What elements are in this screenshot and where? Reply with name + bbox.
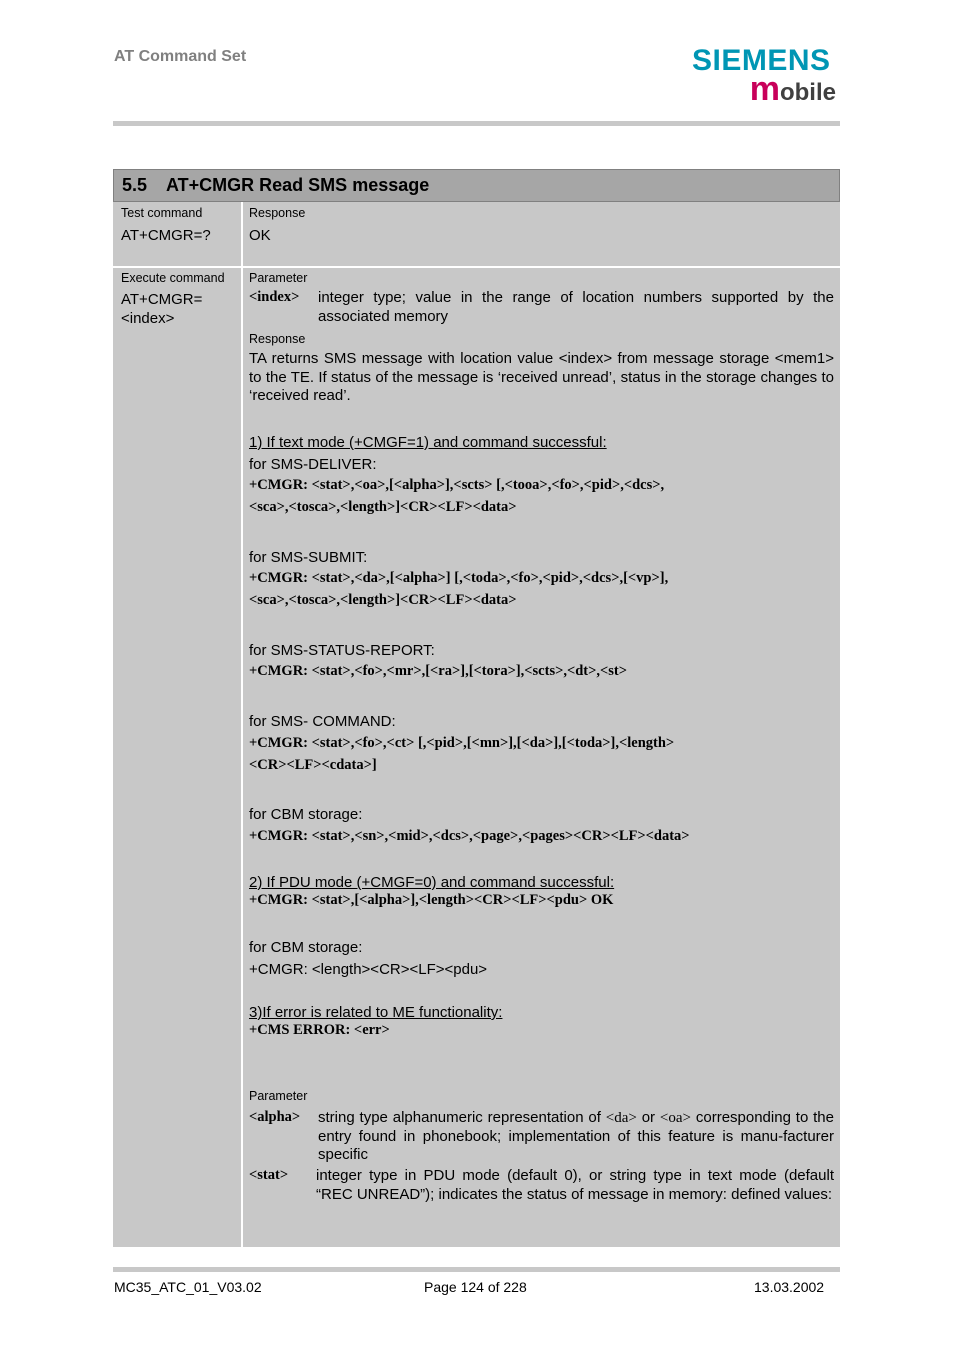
sms-submit-line2: <sca>,<tosca>,<length>]<CR><LF><data>	[249, 592, 517, 608]
sms-command-line2: <CR><LF><cdata>]	[249, 757, 377, 773]
param-stat-name: <stat>	[249, 1167, 289, 1183]
sms-status-report-line1: +CMGR: <stat>,<fo>,<mr>,[<ra>],[<tora>],<scts>,<dt>,<st>	[249, 663, 628, 679]
execute-command-syntax: AT+CMGR= <index>	[121, 291, 203, 327]
section-title-bar	[113, 169, 840, 202]
execute-command-label: Execute command	[121, 271, 225, 285]
case-pdu-mode-heading: 2) If PDU mode (+CMGF=0) and command successful:	[249, 874, 615, 891]
pdu-cbm-storage-label: for CBM storage:	[249, 939, 363, 956]
footer-date: 13.03.2002	[754, 1279, 825, 1295]
test-response-value: OK	[249, 227, 271, 244]
execute-details-cell	[243, 268, 840, 1247]
case-text-mode-heading: 1) If text mode (+CMGF=1) and command successful:	[249, 434, 607, 451]
footer-doc-id: MC35_ATC_01_V03.02	[114, 1279, 262, 1295]
siemens-mobile-logo	[692, 44, 842, 106]
test-response-label: Response	[249, 206, 306, 220]
param-alpha-desc: string type alphanumeric representation of <da> or <oa> corresponding to the entry found in phonebook; implementation of this feature is manu-facturer specific	[318, 1109, 834, 1163]
cbm-storage-line1: +CMGR: <stat>,<sn>,<mid>,<dcs>,<page>,<pages><CR><LF><data>	[249, 828, 690, 844]
sms-submit-line1: +CMGR: <stat>,<da>,[<alpha>] [,<toda>,<fo>,<pid>,<dcs>,[<vp>],	[249, 570, 669, 586]
sms-deliver-label: for SMS-DELIVER:	[249, 456, 377, 473]
response-text: TA returns SMS message with location value <index> from message storage <mem1> to the TE. If status of the message is ‘received unread’, status in the storage changes to ‘received read’.	[249, 350, 834, 404]
sms-command-label: for SMS- COMMAND:	[249, 713, 396, 730]
footer-page-number: Page 124 of 228	[424, 1279, 527, 1295]
test-response-cell	[243, 202, 840, 266]
param-stat-desc: integer type in PDU mode (default 0), or string type in text mode (default “REC UNREAD”); indicates the status of message in memory: defined values:	[316, 1167, 834, 1203]
case-error-heading: 3)If error is related to ME functionality:	[249, 1004, 503, 1021]
sms-deliver-line1: +CMGR: <stat>,<oa>,[<alpha>],<scts> [,<tooa>,<fo>,<pid>,<dcs>,	[249, 477, 665, 493]
sms-status-report-label: for SMS-STATUS-REPORT:	[249, 642, 435, 659]
parameter2-label: Parameter	[249, 1089, 308, 1103]
param-alpha-name: <alpha>	[249, 1109, 301, 1125]
test-command-label: Test command	[121, 206, 203, 220]
sms-command-line1: +CMGR: <stat>,<fo>,<ct> [,<pid>,[<mn>],[<da>],[<toda>],<length>	[249, 735, 675, 751]
cms-error-line: +CMS ERROR: <err>	[249, 1022, 390, 1038]
param-index-desc: integer type; value in the range of location numbers supported by the associated memory	[318, 289, 834, 325]
footer-divider	[113, 1267, 840, 1272]
test-command-cell	[113, 202, 241, 266]
section-number: 5.5	[122, 175, 148, 195]
response-label: Response	[249, 332, 306, 346]
parameter-label: Parameter	[249, 271, 308, 285]
pdu-cbm-storage-line1: +CMGR: <length><CR><LF><pdu>	[249, 961, 488, 978]
execute-command-cell	[113, 268, 241, 1247]
document-title: AT Command Set	[114, 48, 247, 65]
header-divider	[113, 121, 840, 126]
param-index-name: <index>	[249, 289, 300, 305]
section-title: AT+CMGR Read SMS message	[166, 175, 430, 195]
cbm-storage-label: for CBM storage:	[249, 806, 363, 823]
logo-siemens-text: SIEMENS	[692, 44, 831, 77]
sms-deliver-line2: <sca>,<tosca>,<length>]<CR><LF><data>	[249, 499, 517, 515]
pdu-line1: +CMGR: <stat>,[<alpha>],<length><CR><LF><pdu> OK	[249, 892, 614, 908]
sms-submit-label: for SMS-SUBMIT:	[249, 549, 368, 566]
logo-mobile-text: mobile	[749, 70, 836, 108]
test-command-syntax: AT+CMGR=?	[121, 227, 211, 244]
